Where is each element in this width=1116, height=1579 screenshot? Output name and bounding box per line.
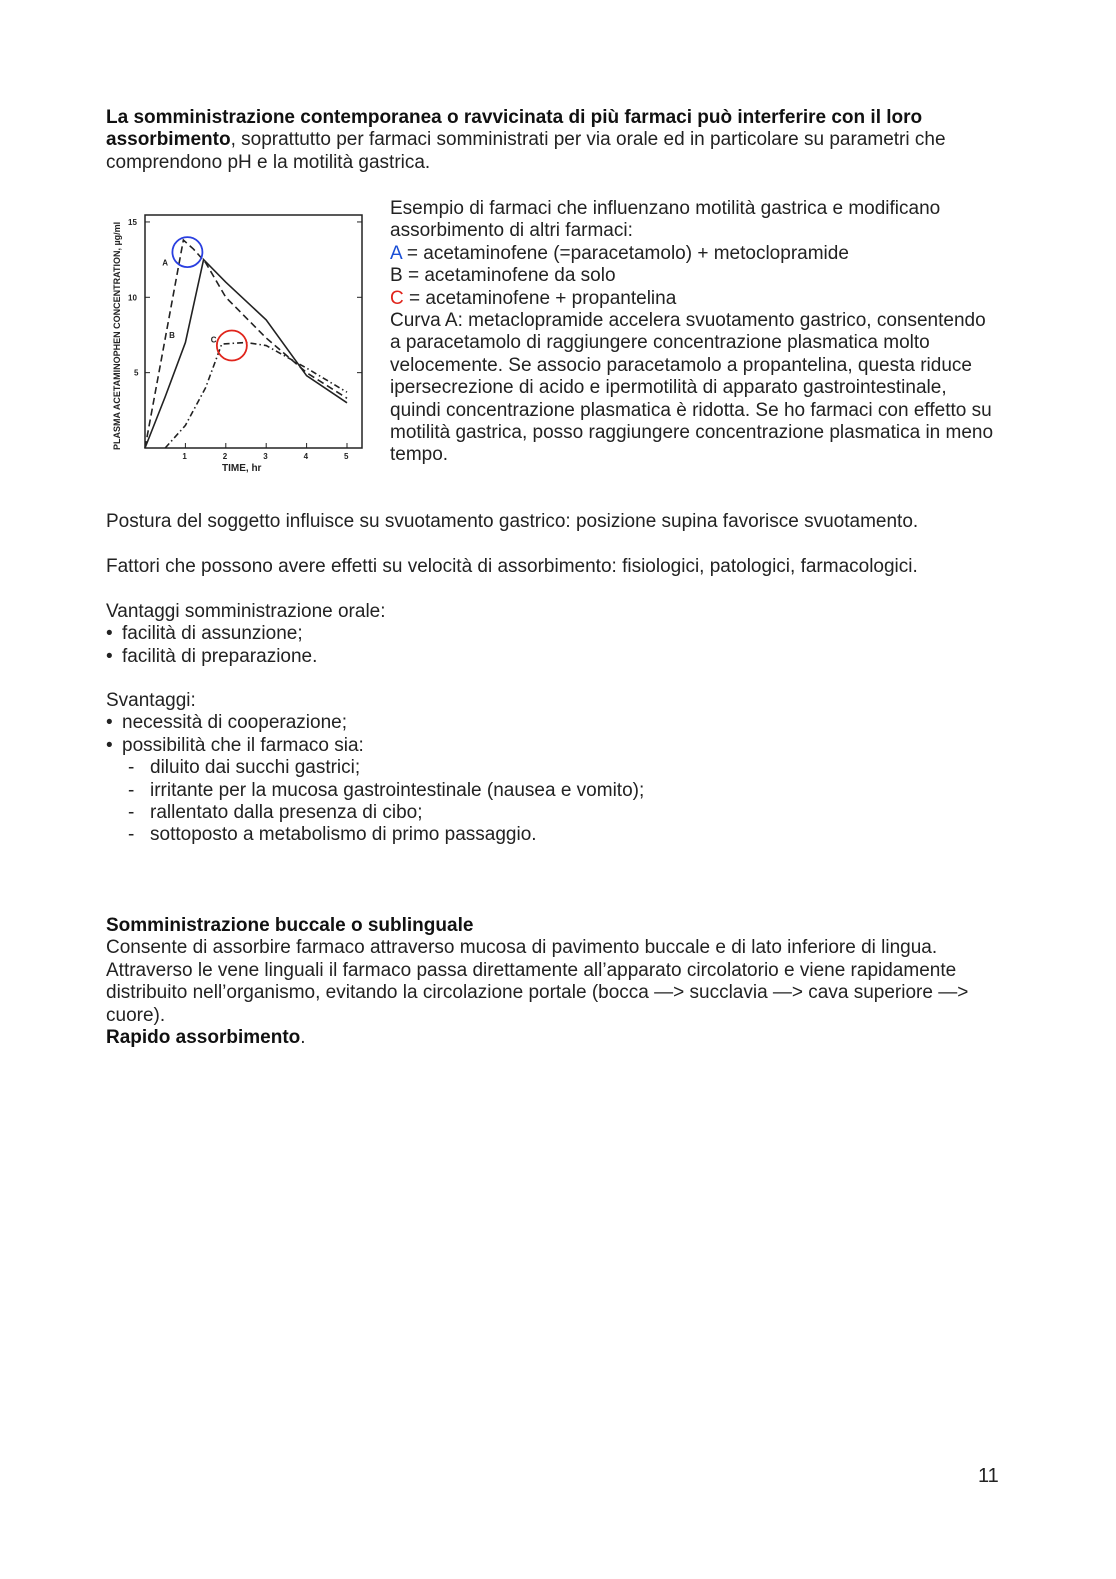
y-tick-label: 10	[128, 293, 137, 303]
fattori-paragraph: Fattori che possono avere effetti su velocità di assorbimento: fisiologici, patologici, farmacologici.	[106, 556, 918, 577]
postura-paragraph: Postura del soggetto influisce su svuotamento gastrico: posizione supina favorisce svuotamento.	[106, 511, 919, 532]
sub-list-item: - irritante per la mucosa gastrointestinale (nausea e vomito);	[106, 780, 1006, 802]
x-tick-label: 4	[303, 452, 309, 461]
vantaggi-title: Vantaggi somministrazione orale:	[106, 601, 386, 622]
list-item: • possibilità che il farmaco sia:	[106, 735, 1006, 757]
intro-rest: , soprattutto per farmaci somministrati per via orale ed in particolare su parametri che comprendono pH e la motilità gastrica.	[106, 129, 946, 173]
series-C-line	[165, 343, 347, 448]
plot-frame	[145, 215, 362, 448]
sub-list-item: - diluito dai succhi gastrici;	[106, 757, 1006, 779]
series-B-label: B	[169, 330, 175, 340]
x-tick-label: 1	[182, 452, 187, 461]
sub-list-item: - rallentato dalla presenza di cibo;	[106, 802, 1006, 824]
svantaggi-title: Svantaggi:	[106, 690, 196, 711]
conclusion-end: .	[300, 1027, 306, 1049]
legend-b: B = acetaminofene da solo	[390, 265, 616, 287]
list-item: • facilità di preparazione.	[106, 646, 1006, 668]
list-item: • facilità di assunzione;	[106, 623, 1006, 645]
intro-bold: La somministrazione contemporanea o ravvicinata di più farmaci può interferire con il loro assorbimento	[106, 107, 923, 151]
vantaggi-section	[106, 601, 1006, 668]
legend-a-text: = acetaminofene (=paracetamolo) + metoclopramide	[401, 242, 849, 264]
intro-paragraph	[106, 107, 1006, 174]
x-tick-label: 3	[263, 452, 268, 461]
y-tick-label: 5	[134, 368, 139, 378]
buccale-p1: Consente di assorbire farmaco attraverso mucosa di pavimento buccale e di lato inferiore di lingua.	[106, 937, 938, 959]
legend-a-key: A	[390, 242, 402, 264]
acetaminophen-chart	[100, 200, 380, 485]
x-tick-label: 5	[344, 452, 349, 461]
series-A-label: A	[162, 258, 169, 268]
example-intro: Esempio di farmaci che influenzano motilità gastrica e modificano assorbimento di altri farmaci:	[390, 198, 941, 242]
buccale-title: Somministrazione buccale o sublinguale	[106, 915, 474, 936]
sub-list-item: - sottoposto a metabolismo di primo passaggio.	[106, 824, 1006, 846]
x-axis-label: TIME, hr	[222, 463, 262, 474]
page-number: 11	[978, 1465, 999, 1487]
series-C-label: C	[210, 335, 217, 345]
x-tick-label: 2	[222, 452, 228, 461]
legend-c	[390, 288, 1000, 310]
buccale-section	[106, 915, 986, 1049]
highlight-circle-A	[172, 237, 202, 267]
list-item: • necessità di cooperazione;	[106, 712, 1006, 734]
legend-c-key: C	[390, 287, 404, 309]
conclusion-bold: Rapido assorbimento	[106, 1027, 301, 1049]
series-B-line	[145, 260, 347, 448]
legend-c-text: = acetaminofene + propantelina	[403, 287, 677, 309]
y-tick-label: 15	[128, 217, 137, 227]
curve-explanation: Curva A: metaclopramide accelera svuotamento gastrico, consentendo a paracetamolo di raggiungere concentrazione plasmatica molto velocemente. Se associo paracetamolo a propantelina, questa riduce ipersecrezione di acido e ipermotilità di apparato gastrointestinale, quindi concentrazione plasmatica è ridotta. Se ho farmaci con effetto su motilità gastrica, posso raggiungere concentrazione plasmatica in meno tempo.	[390, 310, 994, 466]
legend-a	[390, 243, 1000, 265]
buccale-p2: Attraverso le vene linguali il farmaco passa direttamente all’apparato circolatorio e viene rapidamente distribuito nell’organismo, evitando la circolazione portale (bocca —> succlavia —> cava superiore —> cuore).	[106, 959, 969, 1026]
buccale-conclusion	[106, 1027, 986, 1049]
chart-explanation	[390, 198, 1000, 467]
svantaggi-section	[106, 690, 1006, 847]
y-axis-label: PLASMA ACETAMINOPHEN CONCENTRATION, µg/ml	[112, 221, 122, 450]
